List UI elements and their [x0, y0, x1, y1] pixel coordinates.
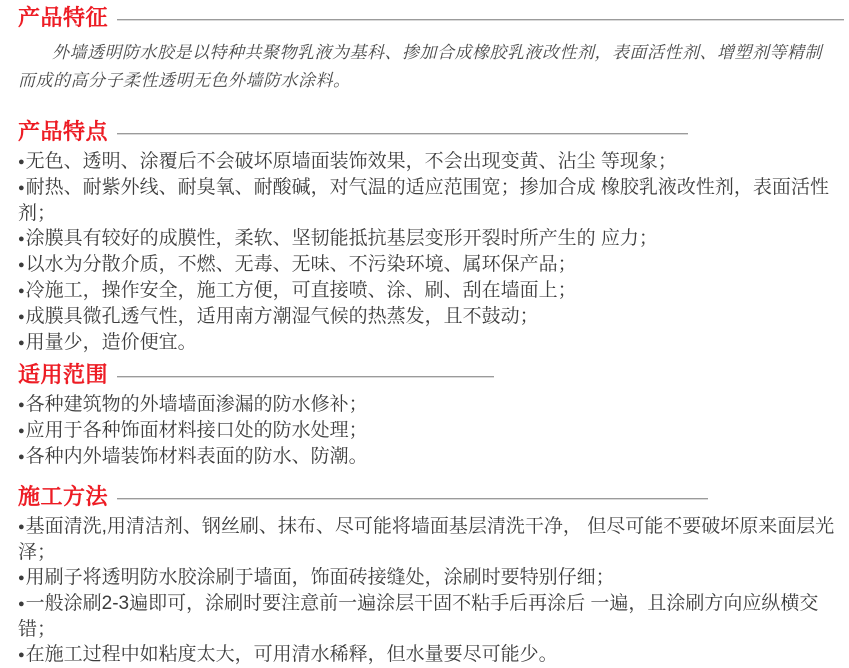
section-title: 施工方法 [18, 484, 109, 509]
bullet-dot-icon: ● [18, 259, 25, 271]
bullet-item [18, 514, 842, 565]
bullet-list [18, 392, 842, 470]
bullet-dot-icon: ● [18, 451, 25, 463]
bullet-dot-icon: ● [18, 156, 25, 168]
bullet-item [18, 252, 842, 278]
bullet-text: 应用于各种饰面材料接口处的防水处理； [25, 420, 368, 441]
bullet-item [18, 444, 842, 470]
bullet-list [18, 514, 842, 668]
bullet-item [18, 330, 842, 356]
section-product-features [18, 119, 849, 356]
bullet-item [18, 175, 842, 226]
section-rule [117, 19, 844, 21]
bullet-dot-icon: ● [18, 572, 25, 584]
bullet-text: 成膜具微孔透气性，适用南方潮湿气候的热蒸发，且不鼓动； [25, 306, 539, 327]
bullet-text: 用刷子将透明防水胶涂刷于墙面，饰面砖接缝处，涂刷时要特别仔细； [25, 567, 615, 588]
section-title: 产品特点 [18, 119, 109, 144]
bullet-dot-icon: ● [18, 598, 25, 610]
bullet-dot-icon: ● [18, 399, 25, 411]
bullet-text: 用量少，造价便宜。 [25, 332, 197, 353]
bullet-text: 耐热、耐紫外线、耐臭氧、耐酸碱，对气温的适应范围宽；掺加合成 橡胶乳液改性剂，表面活性剂； [18, 177, 829, 224]
bullet-text: 涂膜具有较好的成膜性，柔软、坚韧能抵抗基层变形开裂时所产生的 应力； [25, 228, 658, 249]
intro-paragraph: 外墙透明防水胶是以特种共聚物乳液为基科、掺加合成橡胶乳液改性剂，表面活性剂、增塑剂等精制而成的高分子柔性透明无色外墙防水涂料。 [18, 43, 822, 91]
bullet-item [18, 565, 842, 591]
bullet-dot-icon: ● [18, 311, 25, 323]
bullet-dot-icon: ● [18, 521, 25, 533]
bullet-text: 在施工过程中如粘度太大，可用清水稀释，但水量要尽可能少。 [25, 644, 558, 665]
bullet-text: 冷施工，操作安全，施工方便，可直接喷、涂、刷、刮在墙面上； [25, 280, 577, 301]
bullet-dot-icon: ● [18, 285, 25, 297]
section-rule [117, 498, 708, 500]
section-product-feature [18, 5, 849, 95]
bullet-text: 以水为分散介质，不燃、无毒、无味、不污染环境、属环保产品； [25, 254, 577, 275]
bullet-dot-icon: ● [18, 233, 25, 245]
bullet-dot-icon: ● [18, 182, 25, 194]
bullet-text: 无色、透明、涂覆后不会破坏原墙面装饰效果，不会出现变黄、沾尘 等现象； [25, 151, 677, 172]
bullet-text: 基面清洗,用清洁剂、钢丝刷、抹布、尽可能将墙面基层清洗干净， 但尽可能不要破坏原来面层光泽； [18, 516, 835, 563]
bullet-text: 各种建筑物的外墙墙面渗漏的防水修补； [25, 394, 368, 415]
section-header [18, 119, 849, 145]
bullet-item [18, 226, 842, 252]
section-header [18, 5, 849, 31]
bullet-list [18, 149, 842, 356]
bullet-item [18, 278, 842, 304]
section-application-scope [18, 362, 849, 470]
section-construction-method [18, 484, 849, 668]
section-rule [117, 133, 688, 135]
bullet-dot-icon: ● [18, 425, 25, 437]
bullet-item [18, 418, 842, 444]
bullet-text: 一般涂刷2-3遍即可，涂刷时要注意前一遍涂层干固不粘手后再涂后 一遍，且涂刷方向应纵横交错； [18, 593, 819, 640]
bullet-dot-icon: ● [18, 337, 25, 349]
bullet-text: 各种内外墙装饰材料表面的防水、防潮。 [25, 446, 368, 467]
section-header [18, 484, 849, 510]
bullet-item [18, 591, 842, 642]
document [18, 5, 849, 668]
section-header [18, 362, 849, 388]
bullet-item [18, 642, 842, 668]
section-title: 产品特征 [18, 5, 109, 30]
bullet-item [18, 149, 842, 175]
bullet-dot-icon: ● [18, 649, 25, 661]
bullet-item [18, 304, 842, 330]
section-title: 适用范围 [18, 362, 109, 387]
section-rule [117, 376, 494, 378]
bullet-item [18, 392, 842, 418]
